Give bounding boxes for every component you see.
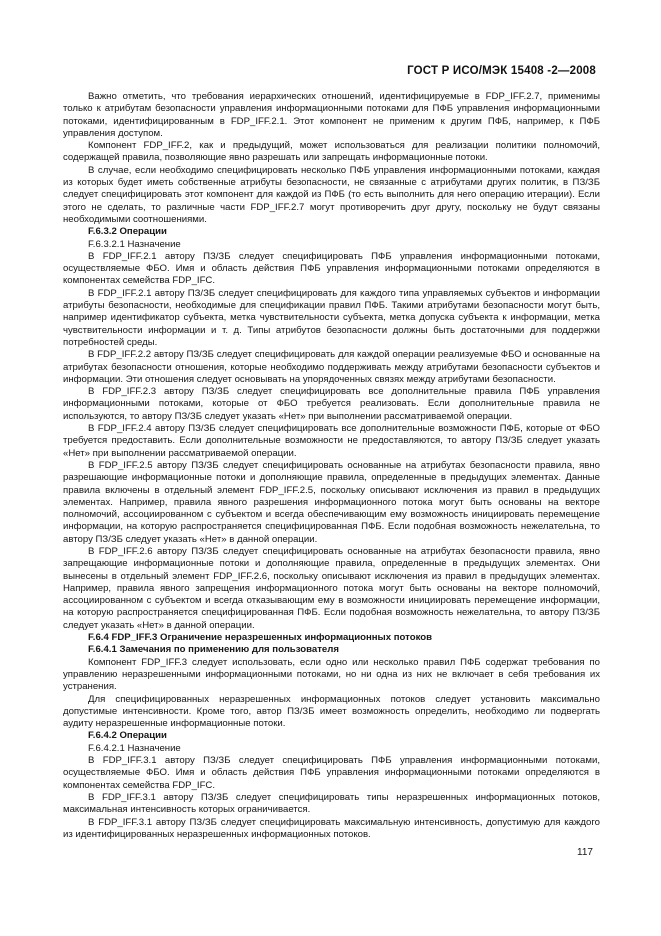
- section-subheading: F.6.4.2.1 Назначение: [88, 742, 181, 754]
- paragraph: В FDP_IFF.3.1 автору ПЗ/ЗБ следует специфицировать максимальную интенсивность, допустимую для каждого из идентифицированных неразрешенных информационных потоков.: [63, 816, 600, 840]
- page-number: 117: [577, 847, 593, 858]
- section-heading: F.6.4.1 Замечания по применению для пользователя: [88, 644, 339, 656]
- paragraph: В FDP_IFF.3.1 автору ПЗ/ЗБ следует специфицировать ПФБ управления информационными потоками, осуществляемые ФБО. Имя и область действия ПФБ управления информационными потоками определяются в компонентах семейства FDP_IFC.: [63, 755, 600, 791]
- paragraph: В FDP_IFF.2.6 автору ПЗ/ЗБ следует специфицировать основанные на атрибутах безопасности правила, явно запрещающие информационные потоки и дополняющие правила, определенные в предыдущих элементах. Они вынесены в отдельный элемент FDP_IFF.2.6, поскольку описывают исключения из правил в предыдущих элементах. Например, правила явного запрещения информационного потока могут быть основаны на векторе полномочий, ассоциированном с субъектом и всегда отказывающим ему в возможности инициировать перемещение информации, на которую распространяется специфицированная ПФБ. Если подобная возможность нежелательна, то автору ПЗ/ЗБ следует указать «Нет» в данной операции.: [63, 545, 600, 631]
- section-subheading: F.6.3.2.1 Назначение: [88, 238, 181, 250]
- paragraph: Важно отметить, что требования иерархических отношений, идентифицируемые в FDP_IFF.2.7, применимы только к атрибутам безопасности управления информационными потоками для ПФБ управления информационными потоками, идентифицированным в FDP_IFF.2.1. Этот компонент не применим к другим ПФБ, например, к ПФБ управления доступом.: [63, 91, 600, 139]
- paragraph: В FDP_IFF.2.5 автору ПЗ/ЗБ следует специфицировать основанные на атрибутах безопасности правила, явно разрешающие информационные потоки и дополняющие правила, определенные в предыдущих элементах. Данные правила включены в отдельный элемент FDP_IFF.2.5, поскольку описывают исключения из правил в предыдущих элементах. Например, правила явного разрешения информационного потока могут быть основаны на векторе полномочий, ассоциированном с субъектом и всегда обеспечивающим ему возможность инициировать перемещение информации, на которую распространяется специфицированная ПФБ. Если подобная возможность нежелательна, то автору ПЗ/ЗБ следует указать «Нет» в данной операции.: [63, 459, 600, 545]
- paragraph: В FDP_IFF.2.1 автору ПЗ/ЗБ следует специфицировать для каждого типа управляемых субъектов и информации атрибуты безопасности, необходимые для спецификации правил ПФБ. Такими атрибутами безопасности могут быть, например идентификатор субъекта, метка чувствительности субъекта, метка допуска субъекта к информации, метка чувствительности информации и т. д. Типы атрибутов безопасности должны быть достаточными для поддержки потребностей среды.: [63, 287, 600, 348]
- document-body: [63, 91, 600, 841]
- paragraph: В случае, если необходимо специфицировать несколько ПФБ управления информационными потоками, каждая из которых будет иметь собственные атрибуты безопасности, не связанные с атрибутами других политик, в ПЗ/ЗБ следует специфицировать этот компонент для каждой из ПФБ (то есть выполнить для него операцию итерации). Если этого не сделать, то различные части FDP_IFF.2.7 могут противоречить друг другу, поскольку не будут связаны необходимыми соотношениями.: [63, 164, 600, 225]
- section-heading: F.6.4.2 Операции: [88, 730, 167, 742]
- paragraph: В FDP_IFF.2.1 автору ПЗ/ЗБ следует специфицировать ПФБ управления информационными потоками, осуществляемые ФБО. Имя и область действия ПФБ управления информационными потоками определяются в компонентах семейства FDP_IFC.: [63, 250, 600, 287]
- paragraph: В FDP_IFF.2.2 автору ПЗ/ЗБ следует специфицировать для каждой операции реализуемые ФБО и основанные на атрибутах безопасности отношения, которые необходимо поддерживать между атрибутами безопасности субъектов и информации. Эти отношения следует основывать на упорядоченных связях между атрибутами безопасности.: [63, 349, 600, 385]
- running-header-title: ГОСТ Р ИСО/МЭК 15408 -2—2008: [407, 65, 596, 77]
- paragraph: Компонент FDP_IFF.2, как и предыдущий, может использоваться для реализации политики полномочий, содержащей правила, позволяющие явно разрешать или запрещать информационные потоки.: [63, 140, 600, 164]
- paragraph: В FDP_IFF.3.1 автору ПЗ/ЗБ следует специфицировать типы неразрешенных информационных потоков, максимальная интенсивность которых ограничивается.: [63, 791, 600, 816]
- section-heading: F.6.3.2 Операции: [88, 226, 167, 238]
- section-heading: F.6.4 FDP_IFF.3 Ограничение неразрешенных информационных потоков: [88, 632, 433, 644]
- paragraph: В FDP_IFF.2.4 автору ПЗ/ЗБ следует специфицировать все дополнительные возможности ПФБ, которые от ФБО требуется предоставить. Если дополнительные возможности не предоставляются, то автору ПЗ/ЗБ следует указать «Нет» при выполнении рассматриваемой операции.: [63, 423, 600, 459]
- paragraph: Компонент FDP_IFF.3 следует использовать, если одно или несколько правил ПФБ содержат требования по управлению неразрешенными информационными потоками, но ни одна из них не включает в себя требования их устранения.: [63, 656, 600, 693]
- paragraph: Для специфицированных неразрешенных информационных потоков следует установить максимально допустимые интенсивности. Кроме того, автор ПЗ/ЗБ имеет возможность определить, необходимо ли подвергать аудиту неразрешенные информационные потоки.: [63, 693, 600, 730]
- paragraph: В FDP_IFF.2.3 автору ПЗ/ЗБ следует специфицировать все дополнительные правила ПФБ управления информационными потоками, которые от ФБО требуется реализовать. Если дополнительные правила не используются, то автору ПЗ/ЗБ следует указать «Нет» при выполнении рассматриваемой операции.: [63, 386, 600, 422]
